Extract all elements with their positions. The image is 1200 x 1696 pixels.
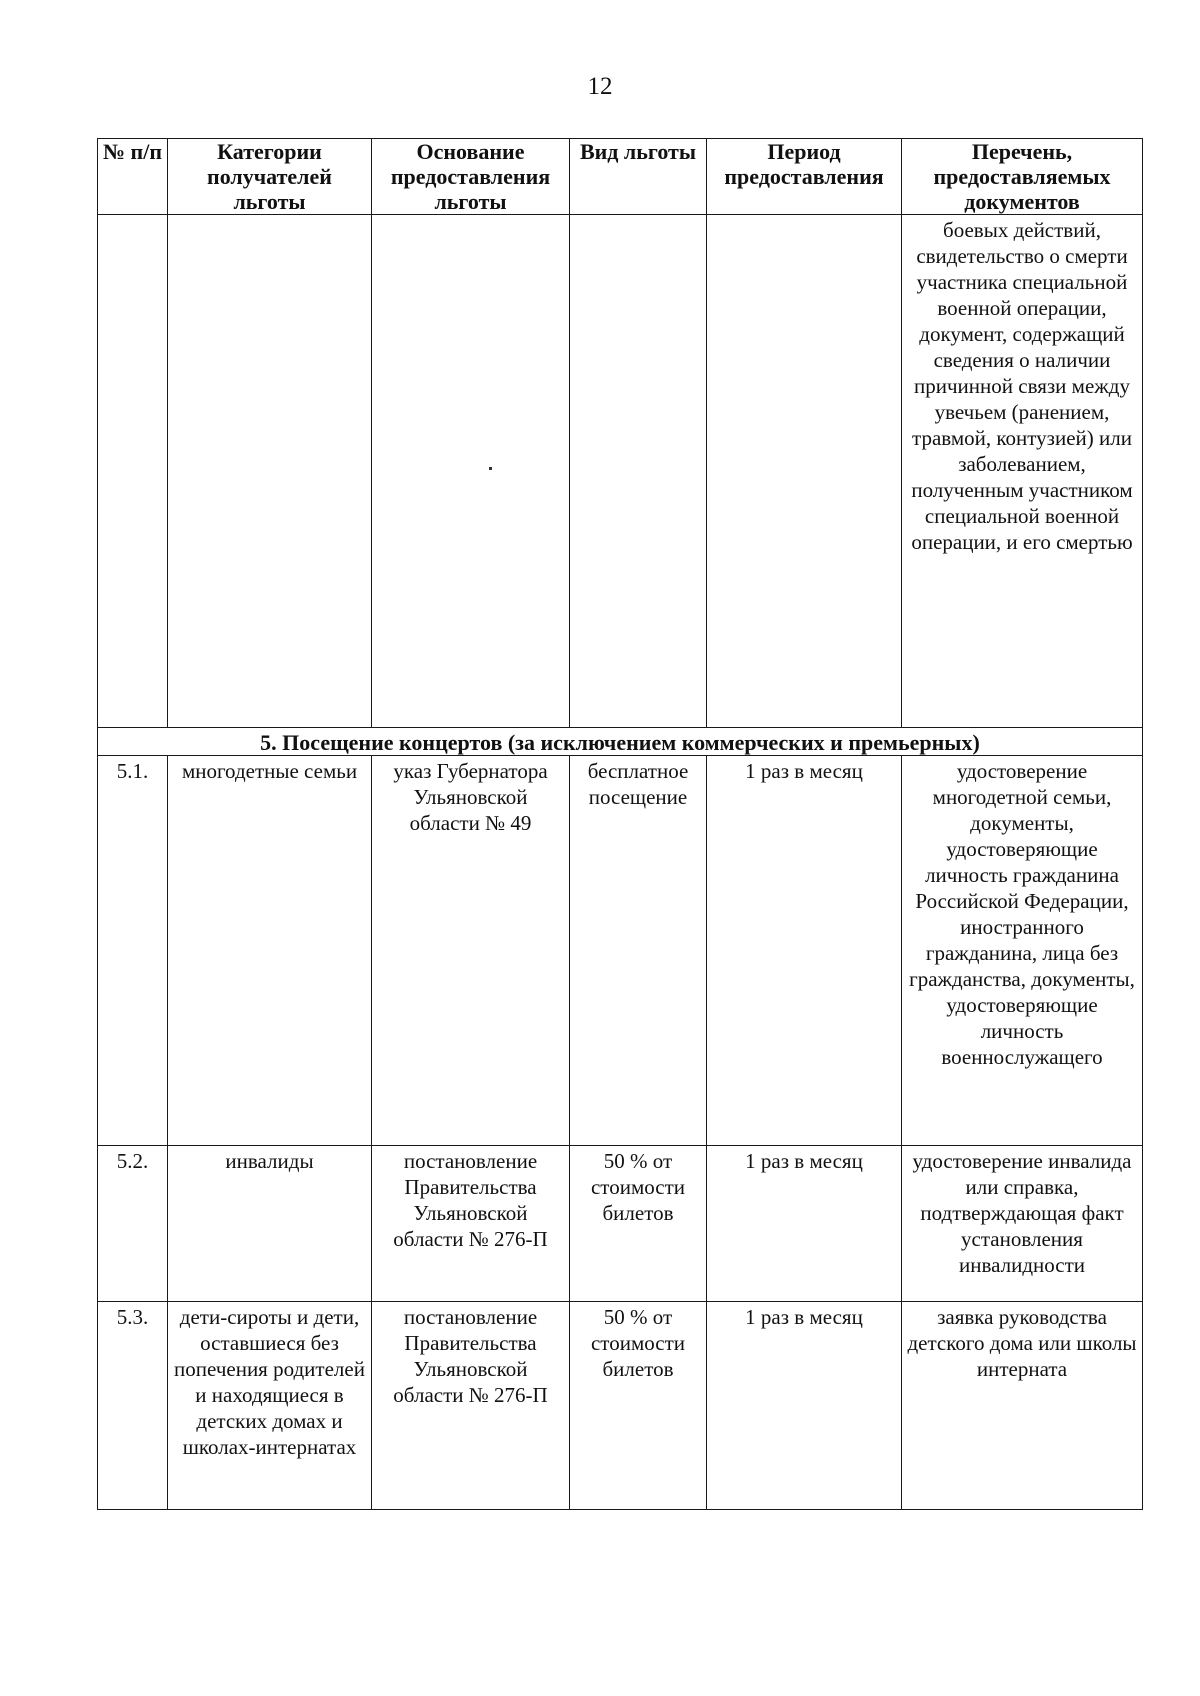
table-row <box>98 1146 1143 1302</box>
section-header-row <box>98 728 1143 756</box>
cell-basis: постановление Правительства Ульяновской области № 276-П <box>372 1302 570 1510</box>
cell-type: бесплатное посещение <box>570 756 707 1146</box>
table-row <box>98 1302 1143 1510</box>
cell-period: 1 раз в месяц <box>707 756 902 1146</box>
stray-dot <box>489 467 492 470</box>
cell-documents: удостоверение многодетной семьи, документы, удостоверяющие личность гражданина Российской Федерации, иностранного гражданина, лица без гражданства, документы, удостоверяющие личность военнослужащего <box>902 756 1143 1146</box>
cell-period <box>707 215 902 728</box>
page-number: 12 <box>587 73 613 100</box>
table-row-continuation <box>98 215 1143 728</box>
cell-documents: удостоверение инвалида или справка, подтверждающая факт установления инвалидности <box>902 1146 1143 1302</box>
table-row <box>98 756 1143 1146</box>
cell-number: 5.2. <box>98 1146 168 1302</box>
table-header-row <box>98 139 1143 215</box>
cell-basis: указ Губернатора Ульяновской области № 49 <box>372 756 570 1146</box>
cell-documents: боевых действий, свидетельство о смерти участника специальной военной операции, документ, содержащий сведения о наличии причинной связи между увечьем (ранением, травмой, контузией) или заболеванием, полученным участником специальной военной операции, и его смертью <box>902 215 1143 728</box>
section-title: 5. Посещение концертов (за исключением коммерческих и премьерных) <box>98 728 1143 756</box>
header-basis: Основание предоставления льготы <box>372 139 570 215</box>
cell-period: 1 раз в месяц <box>707 1302 902 1510</box>
header-period: Период предоставления <box>707 139 902 215</box>
cell-basis <box>372 215 570 728</box>
cell-type: 50 % от стоимости билетов <box>570 1302 707 1510</box>
cell-number: 5.1. <box>98 756 168 1146</box>
header-type: Вид льготы <box>570 139 707 215</box>
cell-number: 5.3. <box>98 1302 168 1510</box>
cell-type: 50 % от стоимости билетов <box>570 1146 707 1302</box>
cell-period: 1 раз в месяц <box>707 1146 902 1302</box>
header-number: № п/п <box>98 139 168 215</box>
cell-category <box>168 215 372 728</box>
header-category: Категории получателей льготы <box>168 139 372 215</box>
cell-basis: постановление Правительства Ульяновской области № 276-П <box>372 1146 570 1302</box>
cell-number <box>98 215 168 728</box>
benefits-table <box>97 138 1143 1510</box>
cell-category: дети-сироты и дети, оставшиеся без попечения родителей и находящиеся в детских домах и школах-интернатах <box>168 1302 372 1510</box>
cell-category: инвалиды <box>168 1146 372 1302</box>
header-documents: Перечень, предоставляемых документов <box>902 139 1143 215</box>
cell-category: многодетные семьи <box>168 756 372 1146</box>
cell-type <box>570 215 707 728</box>
cell-documents: заявка руководства детского дома или школы интерната <box>902 1302 1143 1510</box>
